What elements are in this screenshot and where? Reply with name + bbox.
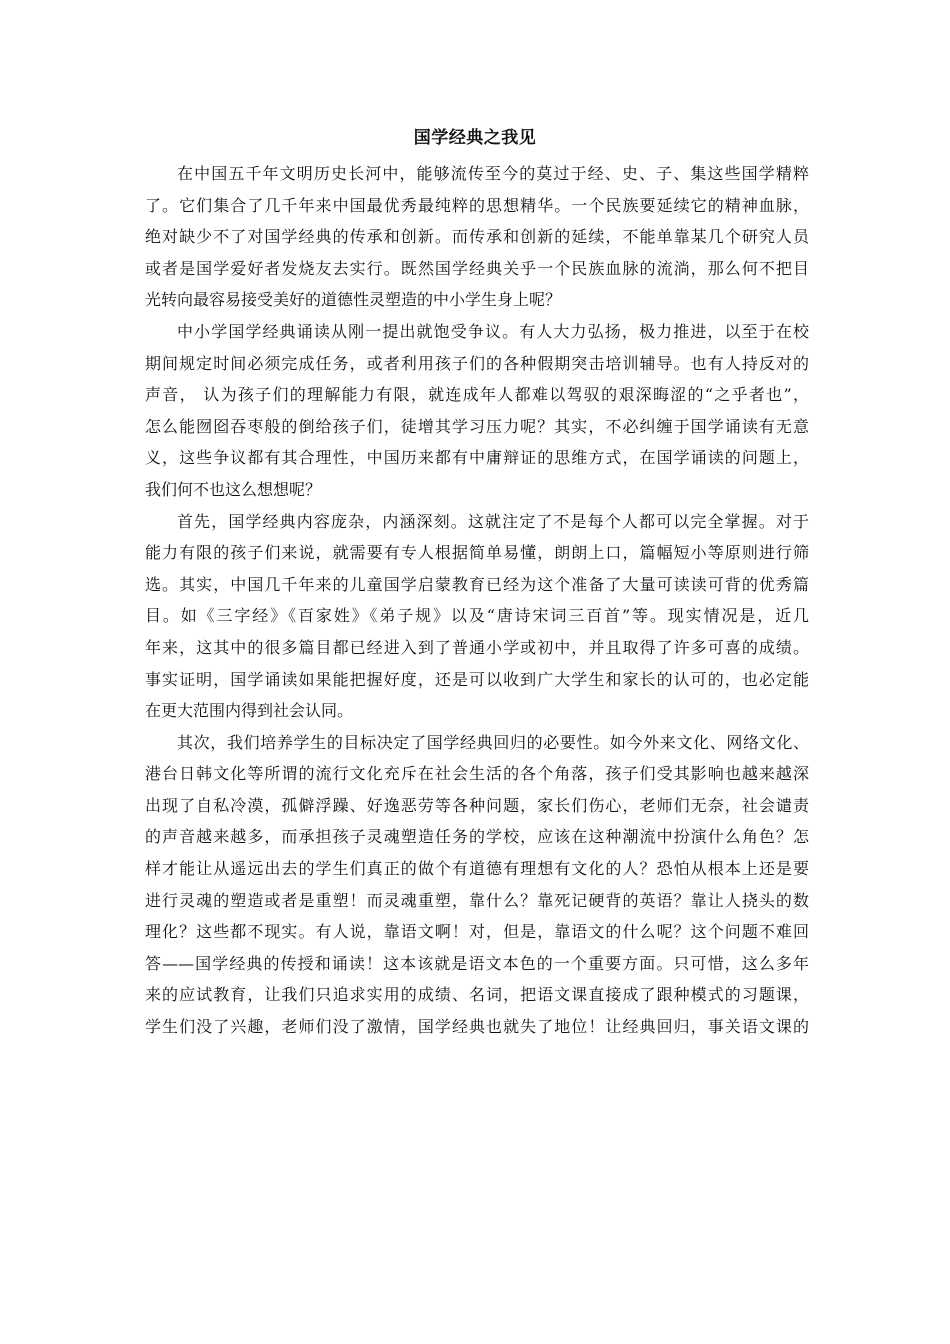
body-line: 年来，这其中的很多篇目都已经进入到了普通小学或初中，并且取得了许多可喜的成绩。 — [145, 637, 809, 657]
body-line: 中小学国学经典诵读从刚一提出就饱受争议。有人大力弘扬，极力推进，以至于在校 — [177, 321, 809, 341]
body-line: 事实证明，国学诵读如果能把握好度，还是可以收到广大学生和家长的认可的，也必定能 — [145, 669, 809, 689]
document-body — [145, 158, 809, 1043]
body-line: 或者是国学爱好者发烧友去实行。既然国学经典关乎一个民族血脉的流淌，那么何不把目 — [145, 258, 809, 278]
body-line: 答——国学经典的传授和诵读！这本该就是语文本色的一个重要方面。只可惜，这么多年 — [145, 953, 809, 973]
body-line: 港台日韩文化等所谓的流行文化充斥在社会生活的各个角落，孩子们受其影响也越来越深 — [145, 764, 809, 784]
document-title: 国学经典之我见 — [413, 128, 537, 148]
body-line: 的声音越来越多，而承担孩子灵魂塑造任务的学校，应该在这种潮流中扮演什么角色？怎 — [145, 827, 809, 847]
body-line: 义，这些争议都有其合理性，中国历来都有中庸辩证的思维方式，在国学诵读的问题上， — [145, 448, 809, 468]
body-line: 其次，我们培养学生的目标决定了国学经典回归的必要性。如今外来文化、网络文化、 — [177, 732, 809, 752]
body-line: 我们何不也这么想想呢？ — [145, 479, 322, 499]
body-line: 在中国五千年文明历史长河中，能够流传至今的莫过于经、史、子、集这些国学精粹 — [177, 164, 809, 183]
body-line: 理化？这些都不现实。有人说，靠语文啊！对，但是，靠语文的什么呢？这个问题不难回 — [145, 922, 809, 942]
body-line: 进行灵魂的塑造或者是重塑！而灵魂重塑，靠什么？靠死记硬背的英语？靠让人挠头的数 — [145, 890, 809, 910]
body-line: 了。它们集合了几千年来中国最优秀最纯粹的思想精华。一个民族要延续它的精神血脉， — [145, 195, 809, 215]
body-line: 首先，国学经典内容庞杂，内涵深刻。这就注定了不是每个人都可以完全掌握。对于 — [177, 511, 809, 531]
body-line: 期间规定时间必须完成任务，或者利用孩子们的各种假期突击培训辅导。也有人持反对的 — [145, 353, 809, 373]
body-line: 目。如《三字经》《百家姓》《弟子规》以及“唐诗宋词三百首”等。现实情况是，近几 — [145, 606, 809, 626]
body-line: 选。其实，中国几千年来的儿童国学启蒙教育已经为这个准备了大量可读读可背的优秀篇 — [145, 574, 809, 594]
body-line: 在更大范围内得到社会认同。 — [145, 701, 354, 721]
body-line: 来的应试教育，让我们只追求实用的成绩、名词，把语文课直接成了跟种模式的习题课， — [145, 985, 809, 1005]
body-line: 光转向最容易接受美好的道德性灵塑造的中小学生身上呢？ — [145, 290, 562, 310]
body-line: 怎么能囫囵吞枣般的倒给孩子们，徒增其学习压力呢？其实，不必纠缠于国学诵读有无意 — [145, 416, 809, 436]
body-line: 学生们没了兴趣，老师们没了激情，国学经典也就失了地位！让经典回归，事关语文课的 — [145, 1017, 809, 1037]
body-line: 声音， 认为孩子们的理解能力有限，就连成年人都难以驾驭的艰深晦涩的“之乎者也”， — [145, 385, 809, 405]
body-line: 样才能让从遥远出去的学生们真正的做个有道德有理想有文化的人？恐怕从根本上还是要 — [145, 859, 809, 879]
body-line: 出现了自私冷漠，孤僻浮躁、好逸恶劳等各种问题，家长们伤心，老师们无奈，社会谴责 — [145, 795, 809, 815]
body-line: 能力有限的孩子们来说，就需要有专人根据简单易懂，朗朗上口，篇幅短小等原则进行筛 — [145, 543, 809, 563]
body-line: 绝对缺少不了对国学经典的传承和创新。而传承和创新的延续，不能单靠某几个研究人员 — [145, 227, 809, 247]
